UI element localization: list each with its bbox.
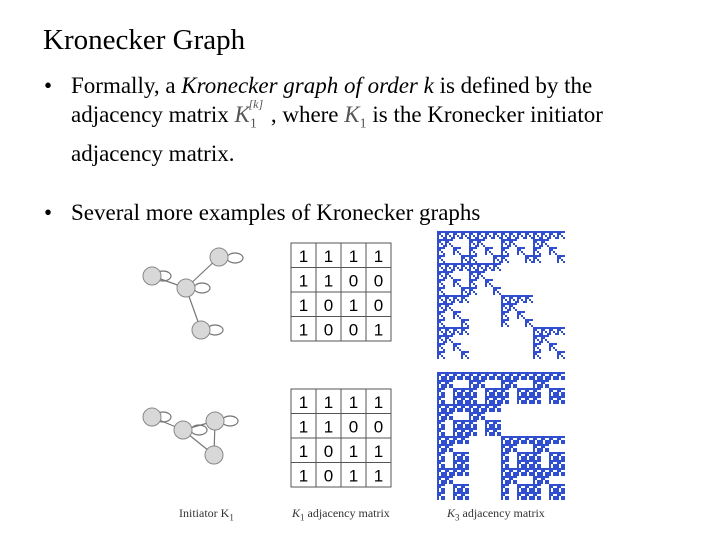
matrix-cell: 0: [323, 296, 334, 315]
matrix-cell: 0: [348, 417, 359, 437]
graph-node: [210, 248, 228, 266]
matrix-cell: 0: [348, 320, 359, 340]
bullet2-text: Several more examples of Kronecker graphs: [71, 200, 481, 225]
matrix-cell: 1: [298, 393, 309, 412]
kronecker-k3-fractal-1: [437, 231, 565, 359]
matrix-cell: 0: [348, 271, 359, 291]
adjacency-matrix-1: [290, 242, 392, 342]
matrix-cell: 1: [373, 320, 384, 340]
matrix-cell: 1: [298, 247, 309, 266]
graph-node: [206, 412, 224, 430]
matrix-cell: 1: [298, 271, 309, 291]
matrix-cell: 0: [323, 442, 334, 461]
matrix-cell: 1: [298, 296, 309, 315]
matrix-cell: 0: [373, 271, 384, 291]
matrix-cell: 1: [373, 442, 384, 461]
bullet1-line2: adjacency matrix $K_1$ [k] , where $K_1$ is the Kronecker initiator: [71, 97, 603, 132]
matrix-cell: 1: [323, 417, 334, 437]
initiator-graph-2: [135, 395, 245, 475]
bullet1-emphasis: Kronecker graph of order k: [181, 73, 434, 98]
matrix-cell: 0: [373, 296, 384, 315]
matrix-cell: 1: [373, 393, 384, 412]
bullet1-line3: adjacency matrix.: [71, 140, 235, 166]
k1-symbol: $K_1$: [344, 102, 367, 132]
matrix-cell: 1: [323, 393, 334, 412]
caption-initiator: Initiator $K_1$: [179, 506, 234, 523]
matrix-cell: 1: [348, 247, 359, 266]
k1-power-symbol: $K_1$ [k]: [234, 97, 264, 132]
matrix-cell: 1: [323, 247, 334, 266]
bullet-glyph: •: [44, 73, 53, 98]
graph-node: [205, 446, 223, 464]
slide-title: Kronecker Graph: [43, 24, 246, 56]
bullet-glyph: •: [44, 200, 53, 225]
matrix-cell: 0: [323, 320, 334, 340]
matrix-cell: 0: [373, 417, 384, 437]
matrix-cell: 1: [373, 247, 384, 266]
caption-k3-matrix: $K_3$ adjacency matrix: [447, 506, 545, 523]
matrix-cell: 0: [323, 466, 334, 486]
matrix-cell: 1: [298, 442, 309, 461]
graph-node: [143, 267, 161, 285]
matrix-cell: 1: [373, 466, 384, 486]
graph-node: [174, 421, 192, 439]
matrix-cell: 1: [298, 417, 309, 437]
graph-node: [177, 279, 195, 297]
bullet1-line1: Formally, a Kronecker graph of order k is defined by the: [71, 73, 593, 98]
matrix-cell: 1: [348, 296, 359, 315]
initiator-graph-1: [135, 238, 245, 348]
kronecker-k3-fractal-2: [437, 372, 565, 500]
caption-k1-matrix: $K_1$ adjacency matrix: [292, 506, 390, 523]
adjacency-matrix-2: [290, 388, 392, 488]
matrix-cell: 1: [298, 466, 309, 486]
matrix-cell: 1: [348, 393, 359, 412]
matrix-cell: 1: [323, 271, 334, 291]
matrix-cell: 1: [298, 320, 309, 340]
matrix-cell: 1: [348, 466, 359, 486]
graph-node: [192, 321, 210, 339]
graph-node: [143, 408, 161, 426]
matrix-cell: 1: [348, 442, 359, 461]
